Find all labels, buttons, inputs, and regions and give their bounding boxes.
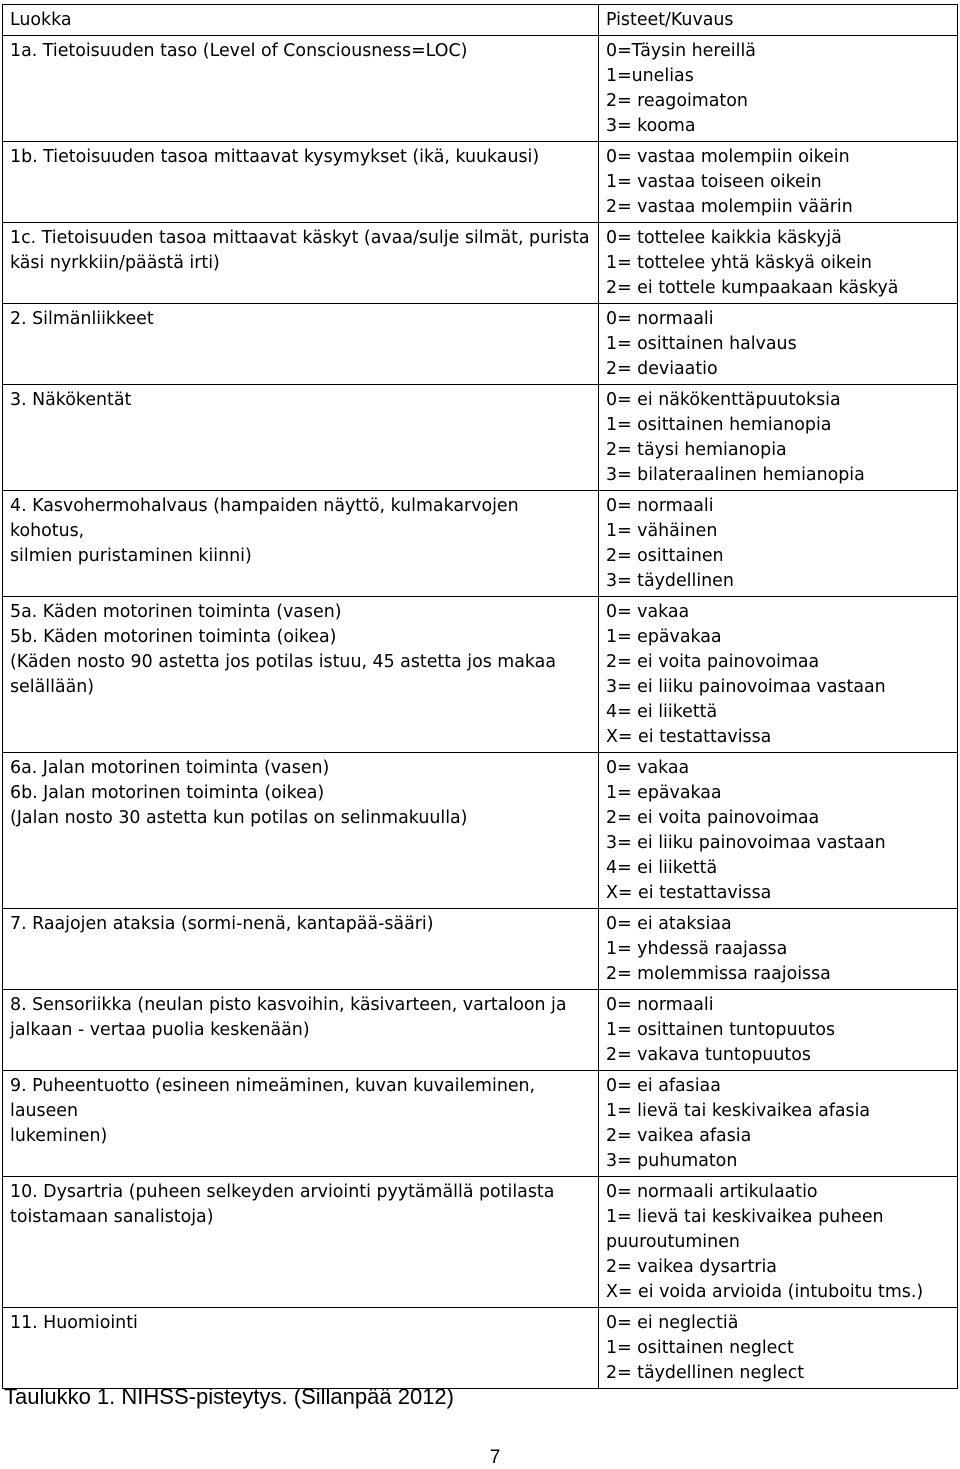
table-row bbox=[3, 753, 958, 909]
table-header-row bbox=[3, 5, 958, 36]
score-cell bbox=[599, 385, 958, 491]
table-row bbox=[3, 1177, 958, 1308]
score-text-line: 3= ei liiku painovoimaa vastaan bbox=[606, 833, 886, 853]
score-text-line: 2= täydellinen neglect bbox=[606, 1363, 805, 1383]
score-text-line: 1= lievä tai keskivaikea puheen bbox=[606, 1207, 884, 1227]
score-text-line: 1= osittainen neglect bbox=[606, 1338, 794, 1358]
score-text-line: 1= yhdessä raajassa bbox=[606, 939, 788, 959]
score-text-line: 1= vastaa toiseen oikein bbox=[606, 172, 822, 192]
score-text-line: 0= ei afasiaa bbox=[606, 1076, 721, 1096]
item-text-line: 1a. Tietoisuuden taso (Level of Consciousness=LOC) bbox=[10, 41, 468, 61]
header-score-cell bbox=[599, 5, 958, 36]
item-cell bbox=[3, 1308, 599, 1389]
score-text-line: 1= osittainen tuntopuutos bbox=[606, 1020, 836, 1040]
table-caption: Taulukko 1. NIHSS-pisteytys. (Sillanpää 2012) bbox=[4, 1384, 454, 1409]
score-cell bbox=[599, 1071, 958, 1177]
item-cell bbox=[3, 1177, 599, 1308]
item-text-line: 9. Puheentuotto (esineen nimeäminen, kuvan kuvaileminen, lauseen bbox=[10, 1076, 541, 1121]
score-text-line: 1= osittainen hemianopia bbox=[606, 415, 832, 435]
item-text-line: 3. Näkökentät bbox=[10, 390, 132, 410]
score-text-line: 1= lievä tai keskivaikea afasia bbox=[606, 1101, 871, 1121]
header-item-cell bbox=[3, 5, 599, 36]
score-text-line: 0= normaali bbox=[606, 995, 714, 1015]
score-text-line: 0= normaali artikulaatio bbox=[606, 1182, 818, 1202]
score-text-line: 2= vaikea dysartria bbox=[606, 1257, 777, 1277]
table-row bbox=[3, 1071, 958, 1177]
item-text-line: 11. Huomiointi bbox=[10, 1313, 138, 1333]
score-text-line: 3= kooma bbox=[606, 116, 696, 136]
score-cell bbox=[599, 597, 958, 753]
item-text-line: silmien puristaminen kiinni) bbox=[10, 546, 252, 566]
score-text-line: 0= normaali bbox=[606, 496, 714, 516]
score-text-line: X= ei voida arvioida (intuboitu tms.) bbox=[606, 1282, 924, 1302]
score-text-line: 2= ei tottele kumpaakaan käskyä bbox=[606, 278, 899, 298]
table-row bbox=[3, 36, 958, 142]
score-text-line: 0= normaali bbox=[606, 309, 714, 329]
score-text-line: 2= täysi hemianopia bbox=[606, 440, 787, 460]
table-row bbox=[3, 1308, 958, 1389]
header-item-label: Luokka bbox=[10, 10, 72, 30]
score-text-line: 2= ei voita painovoimaa bbox=[606, 652, 820, 672]
item-cell bbox=[3, 753, 599, 909]
score-text-line: 3= bilateraalinen hemianopia bbox=[606, 465, 865, 485]
score-text-line: X= ei testattavissa bbox=[606, 727, 772, 747]
score-text-line: X= ei testattavissa bbox=[606, 883, 772, 903]
item-text-line: 8. Sensoriikka (neulan pisto kasvoihin, käsivarteen, vartaloon ja bbox=[10, 995, 567, 1015]
score-text-line: 0= tottelee kaikkia käskyjä bbox=[606, 228, 842, 248]
item-text-line: selällään) bbox=[10, 677, 95, 697]
score-text-line: 2= vastaa molempiin väärin bbox=[606, 197, 853, 217]
score-cell bbox=[599, 36, 958, 142]
score-text-line: 0= ei ataksiaa bbox=[606, 914, 732, 934]
score-text-line: 1= epävakaa bbox=[606, 627, 722, 647]
score-text-line: 1= epävakaa bbox=[606, 783, 722, 803]
table-body bbox=[3, 5, 958, 1389]
score-text-line: 2= deviaatio bbox=[606, 359, 718, 379]
item-text-line: 1c. Tietoisuuden tasoa mittaavat käskyt (avaa/sulje silmät, purista bbox=[10, 228, 590, 248]
table-row bbox=[3, 990, 958, 1071]
score-text-line: 1= osittainen halvaus bbox=[606, 334, 797, 354]
page-number: 7 bbox=[489, 1447, 501, 1468]
score-text-line: 3= täydellinen bbox=[606, 571, 734, 591]
item-text-line: 1b. Tietoisuuden tasoa mittaavat kysymykset (ikä, kuukausi) bbox=[10, 147, 540, 167]
score-text-line: 3= puhumaton bbox=[606, 1151, 738, 1171]
score-text-line: 0= ei neglectiä bbox=[606, 1313, 739, 1333]
score-cell bbox=[599, 142, 958, 223]
nihss-score-table bbox=[2, 4, 958, 1389]
score-text-line: 0= vakaa bbox=[606, 602, 690, 622]
item-text-line: (Käden nosto 90 astetta jos potilas istuu, 45 astetta jos makaa bbox=[10, 652, 556, 672]
score-text-line: 0=Täysin hereillä bbox=[606, 41, 756, 61]
table-row bbox=[3, 223, 958, 304]
table-row bbox=[3, 597, 958, 753]
score-text-line: 1= vähäinen bbox=[606, 521, 718, 541]
header-score-label: Pisteet/Kuvaus bbox=[606, 10, 734, 30]
item-cell bbox=[3, 223, 599, 304]
score-text-line: 0= vakaa bbox=[606, 758, 690, 778]
score-cell bbox=[599, 1177, 958, 1308]
item-text-line: 5b. Käden motorinen toiminta (oikea) bbox=[10, 627, 337, 647]
score-cell bbox=[599, 1308, 958, 1389]
item-text-line: 5a. Käden motorinen toiminta (vasen) bbox=[10, 602, 342, 622]
item-text-line: 10. Dysartria (puheen selkeyden arviointi pyytämällä potilasta bbox=[10, 1182, 555, 1202]
item-text-line: 2. Silmänliikkeet bbox=[10, 309, 154, 329]
score-text-line: 3= ei liiku painovoimaa vastaan bbox=[606, 677, 886, 697]
item-cell bbox=[3, 142, 599, 223]
item-text-line: toistamaan sanalistoja) bbox=[10, 1207, 214, 1227]
table-row bbox=[3, 385, 958, 491]
item-text-line: 6a. Jalan motorinen toiminta (vasen) bbox=[10, 758, 330, 778]
item-text-line: käsi nyrkkiin/päästä irti) bbox=[10, 253, 220, 273]
score-text-line: 2= reagoimaton bbox=[606, 91, 748, 111]
item-text-line: (Jalan nosto 30 astetta kun potilas on selinmakuulla) bbox=[10, 808, 468, 828]
score-text-line: 2= vaikea afasia bbox=[606, 1126, 752, 1146]
item-cell bbox=[3, 385, 599, 491]
score-text-line: 2= ei voita painovoimaa bbox=[606, 808, 820, 828]
score-text-line: 4= ei liikettä bbox=[606, 702, 718, 722]
score-cell bbox=[599, 990, 958, 1071]
score-cell bbox=[599, 223, 958, 304]
table-row bbox=[3, 909, 958, 990]
item-cell bbox=[3, 304, 599, 385]
score-text-line: 0= ei näkökenttäpuutoksia bbox=[606, 390, 841, 410]
score-text-line: 0= vastaa molempiin oikein bbox=[606, 147, 850, 167]
item-cell bbox=[3, 909, 599, 990]
item-text-line: 6b. Jalan motorinen toiminta (oikea) bbox=[10, 783, 325, 803]
item-cell bbox=[3, 36, 599, 142]
item-cell bbox=[3, 491, 599, 597]
score-cell bbox=[599, 491, 958, 597]
score-cell bbox=[599, 753, 958, 909]
item-text-line: 7. Raajojen ataksia (sormi-nenä, kantapää-sääri) bbox=[10, 914, 434, 934]
score-text-line: puuroutuminen bbox=[606, 1232, 740, 1252]
score-text-line: 2= osittainen bbox=[606, 546, 724, 566]
table-row bbox=[3, 304, 958, 385]
table-row bbox=[3, 142, 958, 223]
score-text-line: 2= vakava tuntopuutos bbox=[606, 1045, 811, 1065]
item-text-line: jalkaan - vertaa puolia keskenään) bbox=[10, 1020, 310, 1040]
nihss-table-container bbox=[2, 4, 957, 1389]
score-cell bbox=[599, 304, 958, 385]
score-text-line: 4= ei liikettä bbox=[606, 858, 718, 878]
score-text-line: 2= molemmissa raajoissa bbox=[606, 964, 831, 984]
score-cell bbox=[599, 909, 958, 990]
item-text-line: lukeminen) bbox=[10, 1126, 108, 1146]
item-text-line: 4. Kasvohermohalvaus (hampaiden näyttö, kulmakarvojen kohotus, bbox=[10, 496, 525, 541]
item-cell bbox=[3, 1071, 599, 1177]
score-text-line: 1=unelias bbox=[606, 66, 694, 86]
table-row bbox=[3, 491, 958, 597]
item-cell bbox=[3, 990, 599, 1071]
score-text-line: 1= tottelee yhtä käskyä oikein bbox=[606, 253, 872, 273]
item-cell bbox=[3, 597, 599, 753]
